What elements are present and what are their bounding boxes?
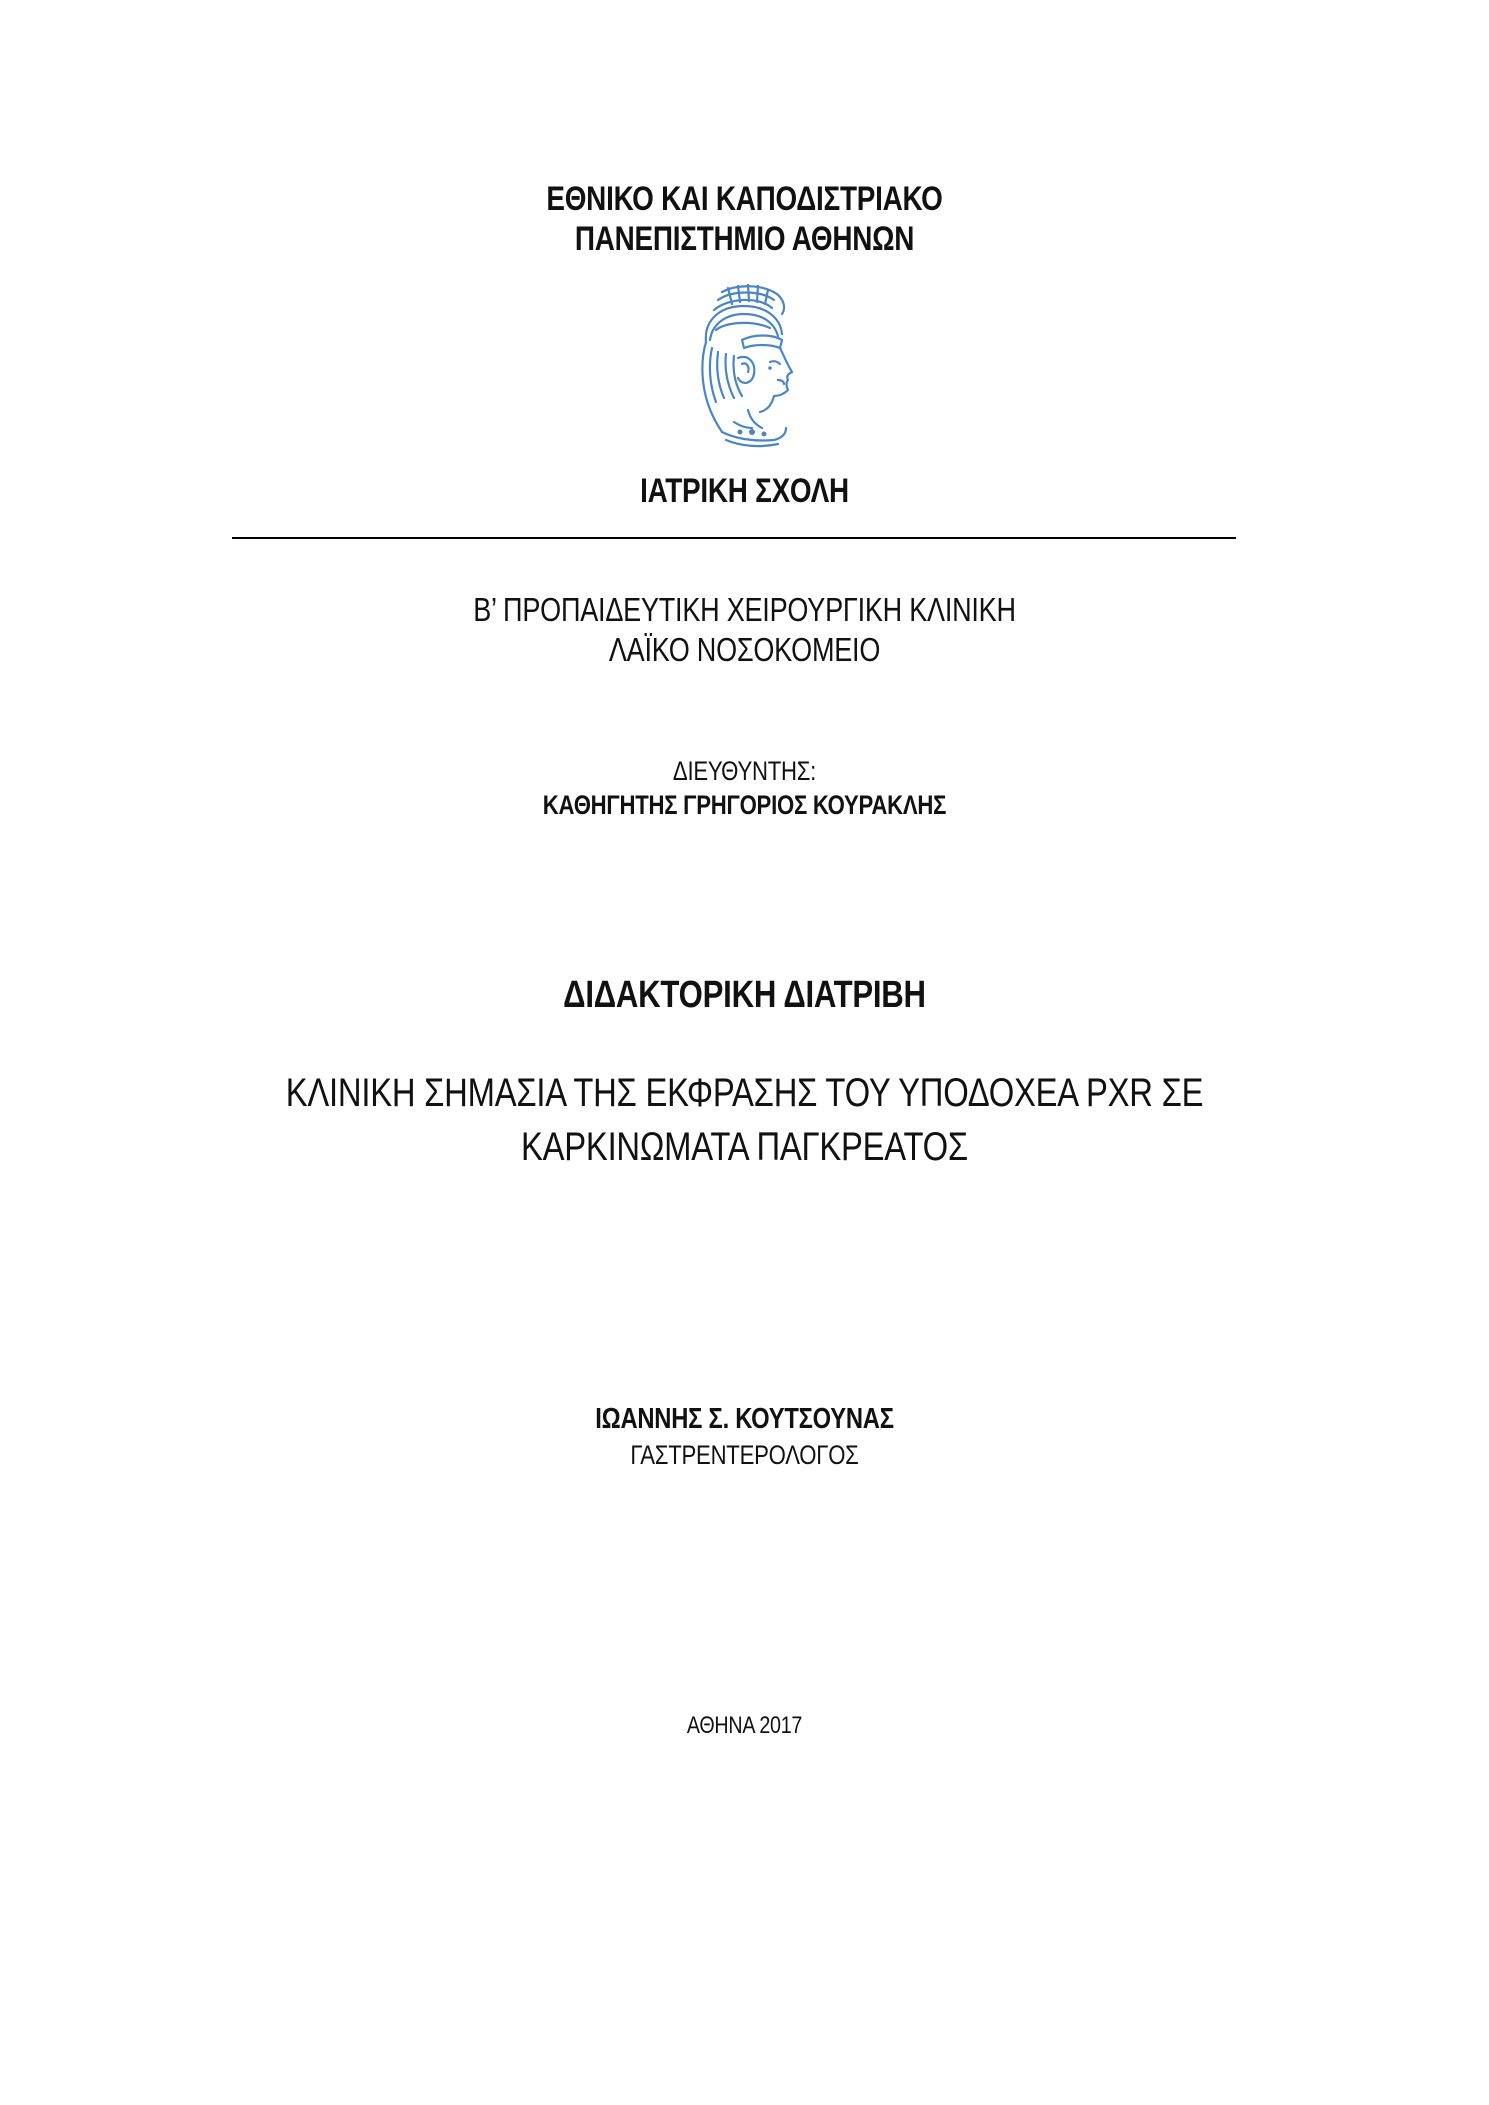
author-name: ΙΩΑΝΝΗΣ Σ. ΚΟΥΤΣΟΥΝΑΣ [595,1403,894,1435]
thesis-title-line2: ΚΑΡΚΙΝΩΜΑΤΑ ΠΑΓΚΡΕΑΤΟΣ [521,1125,968,1169]
author-profession: ΓΑΣΤΡΕΝΤΕΡΟΛΟΓΟΣ [630,1440,859,1470]
horizontal-divider [232,537,1236,539]
thesis-title-line1: ΚΛΙΝΙΚΗ ΣΗΜΑΣΙΑ ΤΗΣ ΕΚΦΡΑΣΗΣ ΤΟΥ ΥΠΟΔΟΧΕΑ PXR ΣΕ [285,1071,1204,1115]
school-name: ΙΑΤΡΙΚΗ ΣΧΟΛΗ [640,472,849,510]
director-name: ΚΑΘΗΓΗΤΗΣ ΓΡΗΓΟΡΙΟΣ ΚΟΥΡΑΚΛΗΣ [542,790,947,820]
university-name-line2: ΠΑΝΕΠΙΣΤΗΜΙΟ ΑΘΗΝΩΝ [574,220,915,258]
clinic-name-line2: ΛΑΪΚΟ ΝΟΣΟΚΟΜΕΙΟ [608,631,881,668]
clinic-name-line1: Β’ ΠΡΟΠΑΙΔΕΥΤΙΚΗ ΧΕΙΡΟΥΡΓΙΚΗ ΚΛΙΝΙΚΗ [473,591,1016,628]
director-label: ΔΙΕΥΘΥΝΤΗΣ: [672,756,817,786]
university-name-line1: ΕΘΝΙΚΟ ΚΑΙ ΚΑΠΟΔΙΣΤΡΙΑΚΟ [546,180,943,218]
place-and-year: ΑΘΗΝΑ 2017 [686,1712,803,1739]
athena-head-emblem-icon [682,282,800,450]
thesis-type-heading: ΔΙΔΑΚΤΟΡΙΚΗ ΔΙΑΤΡΙΒΗ [563,974,926,1016]
